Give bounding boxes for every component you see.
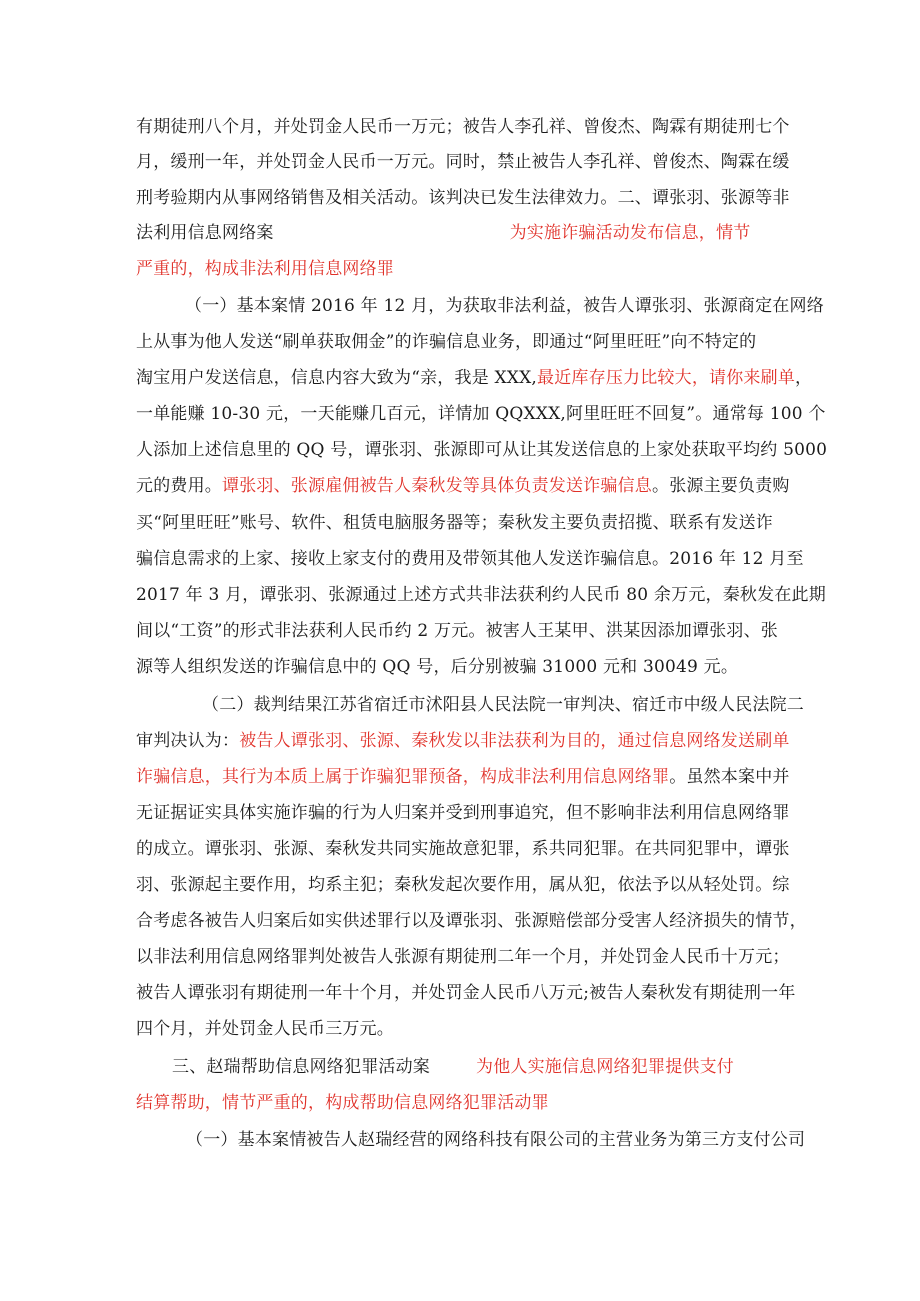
- paragraph-line: 月，缓刑一年，并处罚金人民币一万元。同时，禁止被告人李孔祥、曾俊杰、陶霖在缓: [136, 152, 790, 172]
- paragraph-line: 2017 年 3 月，谭张羽、张源通过上述方式共非法获利约人民币 80 余万元，秦秋发在此期: [136, 585, 826, 605]
- paragraph-line: 人添加上述信息里的 QQ 号，谭张羽、张源即可从让其发送信息的上家处获取平均约 5000: [136, 440, 828, 460]
- paragraph-line: （二）裁判结果江苏省宿迁市沭阳县人民法院一审判决、宿迁市中级人民法院二: [202, 695, 804, 715]
- paragraph-line: 有期徒刑八个月，并处罚金人民币一万元；被告人李孔祥、曾俊杰、陶霖有期徒刑七个: [136, 117, 790, 137]
- highlighted-text: 严重的，构成非法利用信息网络罪: [136, 259, 394, 279]
- paragraph-line: 上从事为他人发送“刷单获取佣金”的诈骗信息业务，即通过“阿里旺旺”向不特定的: [136, 332, 757, 352]
- paragraph-line: 间以“工资”的形式非法获利人民币约 2 万元。被害人王某甲、洪某因添加谭张羽、张: [136, 621, 779, 641]
- highlighted-text: 最近库存压力比较大，请你来刷单: [537, 368, 796, 388]
- section-heading-2: 法利用信息网络案 为实施诈骗活动发布信息，情节: [136, 223, 751, 243]
- paragraph-line: 淘宝用户发送信息，信息内容大致为“亲，我是 XXX,最近库存压力比较大，请你来刷单，: [136, 368, 813, 388]
- paragraph-line: 刑考验期内从事网络销售及相关活动。该判决已发生法律效力。二、谭张羽、张源等非: [136, 188, 790, 208]
- paragraph-line: 合考虑各被告人归案后如实供述罪行以及谭张羽、张源赔偿部分受害人经济损失的情节，: [136, 911, 807, 931]
- paragraph-line: 无证据证实具体实施诈骗的行为人归案并受到刑事追究，但不影响非法利用信息网络罪: [136, 803, 790, 823]
- paragraph-line: 的成立。谭张羽、张源、秦秋发共同实施故意犯罪，系共同犯罪。在共同犯罪中，谭张: [136, 839, 790, 859]
- paragraph-line: 被告人谭张羽有期徒刑一年十个月，并处罚金人民币八万元;被告人秦秋发有期徒刑一年: [136, 983, 796, 1003]
- paragraph-line: 骗信息需求的上家、接收上家支付的费用及带领其他人发送诈骗信息。2016 年 12 月至: [136, 549, 804, 569]
- highlighted-text: 谭张羽、张源雇佣被告人秦秋发等具体负责发送诈骗信息: [222, 476, 652, 496]
- paragraph-line: （一）基本案情被告人赵瑞经营的网络科技有限公司的主营业务为第三方支付公司: [186, 1130, 806, 1150]
- paragraph-line: 羽、张源起主要作用，均系主犯；秦秋发起次要作用，属从犯，依法予以从轻处罚。综: [136, 875, 790, 895]
- paragraph-line: 一单能赚 10-30 元，一天能赚几百元，详情加 QQXXX,阿里旺旺不回复”。通常每 100 个: [136, 404, 826, 424]
- paragraph-line: 源等人组织发送的诈骗信息中的 QQ 号，后分别被骗 31000 元和 30049 元。: [136, 657, 739, 677]
- highlighted-text: 诈骗信息，其行为本质上属于诈骗犯罪预备，构成非法利用信息网络罪: [136, 767, 670, 787]
- highlighted-text: 结算帮助，情节严重的，构成帮助信息网络犯罪活动罪: [136, 1093, 549, 1113]
- paragraph-line: 元的费用。谭张羽、张源雇佣被告人秦秋发等具体负责发送诈骗信息。张源主要负责购: [136, 476, 790, 496]
- paragraph-line: 以非法利用信息网络罪判处被告人张源有期徒刑二年一个月，并处罚金人民币十万元；: [136, 947, 790, 967]
- highlighted-text: 被告人谭张羽、张源、秦秋发以非法获利为目的，通过信息网络发送刷单: [239, 731, 790, 751]
- paragraph-line: 四个月，并处罚金人民币三万元。: [136, 1019, 394, 1039]
- paragraph-line: 审判决认为：被告人谭张羽、张源、秦秋发以非法获利为目的，通过信息网络发送刷单: [136, 731, 790, 751]
- section-heading-3: 三、赵瑞帮助信息网络犯罪活动案 为他人实施信息网络犯罪提供支付: [172, 1057, 734, 1077]
- highlighted-text: 为实施诈骗活动发布信息，情节: [509, 223, 751, 243]
- paragraph-line: （一）基本案情 2016 年 12 月，为获取非法利益，被告人谭张羽、张源商定在网络: [185, 296, 824, 316]
- paragraph-line: 诈骗信息，其行为本质上属于诈骗犯罪预备，构成非法利用信息网络罪。虽然本案中并: [136, 767, 790, 787]
- paragraph-line: 买“阿里旺旺”账号、软件、租赁电脑服务器等；秦秋发主要负责招揽、联系有发送诈: [136, 513, 773, 533]
- highlighted-text: 为他人实施信息网络犯罪提供支付: [476, 1057, 734, 1077]
